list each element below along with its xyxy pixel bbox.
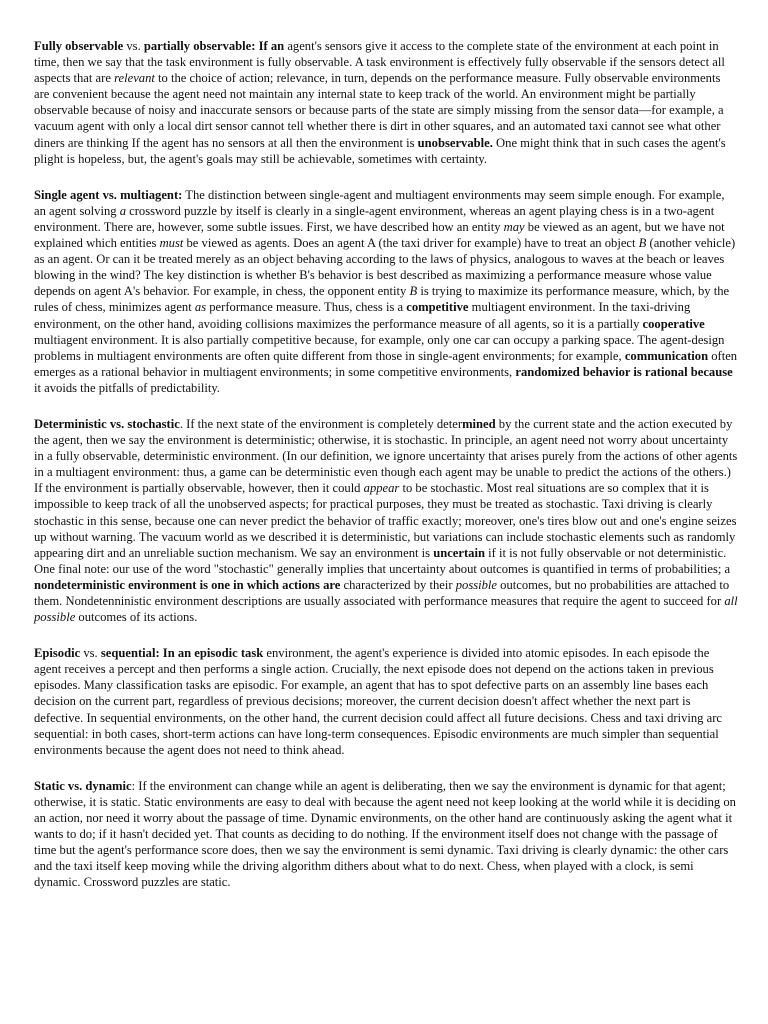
text-run: environment, the agent's experience is divided into atomic episodes. In each episode the agent receives a percept and then performs a single action. Crucially, the next episode does not depend on the actions taken in previous episodes. Many classification tasks are episodic. For example, an agent that has to spot defective parts on an assembly line bases each decision on the current part, regardless of previous decisions; moreover, the current decision doesn't affect whether the next part is defective. In sequential environments, on the other hand, the current decision could affect all future decisions. Chess and taxi driving arc sequential: in both cases, short-term actions can have long-term consequences. Episodic environments are much simpler than sequential environments because the agent does not need to think ahead. bbox=[34, 646, 723, 757]
text-run: is trying to maximize its performance measure, which, by the rules of chess, minimizes agent bbox=[34, 284, 730, 315]
text-run: multiagent environment. It is also partially competitive because, for example, only one car can occupy a parking space. The agent-design problems in multiagent environments are often quite different from those in single-agent environments; for example, bbox=[34, 332, 725, 363]
text-run: : If the environment can change while an agent is deliberating, then we say the environment is dynamic for that agent; otherwise, it is static. Static environments are easy to deal with because the agent need not keep looking at the world while it is deciding on an action, nor need it worry about the passage of time. Dynamic environments, on the other hand are continuously asking the agent what it wants to do; if it hasn't decided yet. That counts as deciding to do nothing. If the environment itself does not change with the passage of time but the agent's performance score does, then we say the environment is semi dynamic. Taxi driving is clearly dynamic: the other cars and the taxi itself keep moving while the driving algorithm dithers about what to do next. Chess, when played with a clock, is semi dynamic. Crossword puzzles are static. bbox=[34, 778, 736, 890]
text-run: to the choice of action; relevance, in turn, depends on the performance measure. Fully observable environments are convenient because the agent need not maintain any internal state to keep track of the world. An environment might be partially observable because of noisy and inaccurate sensors or because parts of the state are simply missing from the sensor data—for example, a vacuum agent with only a local dirt sensor cannot tell whether there is dirt in other squares, and an automated taxi cannot see what other diners are thinking If the agent has no sensors at all then the environment is bbox=[34, 71, 724, 150]
bold-text-run: Deterministic vs. stochastic bbox=[34, 416, 180, 431]
bold-text-run: mined bbox=[462, 416, 496, 431]
italic-text-run: all possible bbox=[34, 594, 738, 625]
text-run: to be stochastic. Most real situations are so complex that it is impossible to keep track of all the unobserved aspects; for practical purposes, they must be treated as stochastic. Taxi driving is clearly stochastic in this sense, because one can never predict the behavior of traffic exactly; moreover, one's tires blow out and one's engine seizes up without warning. The vacuum world as we described it is deterministic, but variations can include stochastic elements such as randomly appearing dirt and an unreliable suction mechanism. We say an environment is bbox=[34, 481, 737, 560]
text-run: (another vehicle) as an agent. Or can it be treated merely as an object behaving according to the laws of physics, analogous to waves at the beach or leaves blowing in the wind? The key distinction is whether B's behavior is best described as maximizing a performance measure whose value depends on agent A's behavior. For example, in chess, the opponent entity bbox=[34, 236, 736, 299]
text-run: crossword puzzle by itself is clearly in a single-agent environment, whereas an agent playing chess is in a two-agent environment. There are, however, some subtle issues. First, we have described how an entity bbox=[34, 203, 715, 234]
bold-text-run: If an bbox=[258, 39, 285, 53]
bold-text-run: nondeterministic environment is one in which actions are bbox=[34, 577, 341, 592]
text-run: if it is not fully observable or not deterministic. One final note: our use of the word "stochastic" generally implies that uncertainty about outcomes is quantified in terms of probabilities; a bbox=[34, 545, 731, 576]
text-run: often emerges as a rational behavior in multiagent environments; in some competitive environments, bbox=[34, 348, 738, 379]
italic-text-run: B bbox=[409, 284, 418, 299]
italic-text-run: B bbox=[638, 236, 647, 251]
bold-text-run: Single agent vs. multiagent: bbox=[34, 187, 183, 202]
bold-text-run: sequential: bbox=[100, 646, 160, 661]
paragraph-agents bbox=[34, 187, 738, 396]
text-run: One might think that in such cases the agent's plight is hopeless, but, the agent's goals may still be achievable, sometimes with certainty. bbox=[34, 135, 726, 166]
paragraph-observability bbox=[34, 38, 738, 167]
text-run: it avoids the pitfalls of predictability. bbox=[34, 380, 220, 395]
italic-text-run: relevant bbox=[114, 71, 155, 86]
text-run: be viewed as an agent, but we have not explained which entities bbox=[34, 219, 725, 251]
bold-text-run: Static vs. dynamic bbox=[34, 778, 132, 793]
text-run: agent's sensors give it access to the complete state of the environment at each point in time, then we say that the task environment is fully observable. A task environment is effectively fully observable if the sensors detect all aspects that are bbox=[34, 39, 725, 86]
paragraph-determinism bbox=[34, 416, 738, 625]
text-run: characterized by their bbox=[340, 577, 456, 592]
italic-text-run: a bbox=[119, 203, 126, 218]
bold-text-run: uncertain bbox=[433, 545, 485, 560]
text-run: multiagent environment. In the taxi-driving environment, on the other hand, avoiding collisions maximizes the performance measure of all agents, so it is a partially bbox=[34, 300, 691, 331]
paragraph-static-dynamic bbox=[34, 778, 738, 891]
italic-text-run: possible bbox=[455, 577, 497, 592]
text-run: by the current state and the action executed by the agent, then we say the environment is deterministic; otherwise, it is stochastic. In principle, an agent need not worry about uncertainty in a fully observable, deterministic environment. (In our definition, we ignore uncertainty that arises purely from the actions of other agents in a multiagent environment: thus, a game can be deterministic even though each agent may be unable to predict the actions of the others.) If the environment is partially observable, however, then it could bbox=[34, 416, 738, 496]
bold-text-run: communication bbox=[624, 348, 709, 363]
text-run: outcomes, but no probabilities are attached to them. Nondetenninistic environment descriptions are usually associated with performance measures that require the agent to succeed for bbox=[34, 577, 730, 608]
text-run: outcomes of its actions. bbox=[75, 610, 198, 625]
text-run: . If the next state of the environment is completely deter bbox=[179, 416, 463, 431]
italic-text-run: must bbox=[159, 236, 184, 251]
bold-text-run: In an episodic task bbox=[162, 646, 264, 661]
italic-text-run: appear bbox=[363, 481, 400, 496]
paragraph-episodic bbox=[34, 645, 738, 758]
text-run: vs. bbox=[123, 39, 144, 53]
bold-text-run: Fully observable bbox=[34, 39, 124, 53]
bold-text-run: Episodic bbox=[34, 646, 81, 661]
bold-text-run: partially observable: bbox=[143, 39, 256, 53]
text-run: The distinction between single-agent and multiagent environments may seem simple enough. For example, an agent solving bbox=[34, 187, 725, 218]
bold-text-run: competitive bbox=[406, 300, 469, 315]
bold-text-run: cooperative bbox=[642, 316, 705, 331]
text-run: vs. bbox=[80, 646, 101, 661]
italic-text-run: as bbox=[194, 300, 207, 315]
italic-text-run: may bbox=[503, 219, 525, 234]
text-run: be viewed as agents. Does an agent A (the taxi driver for example) have to treat an object bbox=[183, 236, 639, 251]
bold-text-run: unobservable. bbox=[417, 135, 493, 150]
text-run: performance measure. Thus, chess is a bbox=[206, 300, 407, 315]
bold-text-run: randomized behavior is rational because bbox=[515, 364, 733, 379]
